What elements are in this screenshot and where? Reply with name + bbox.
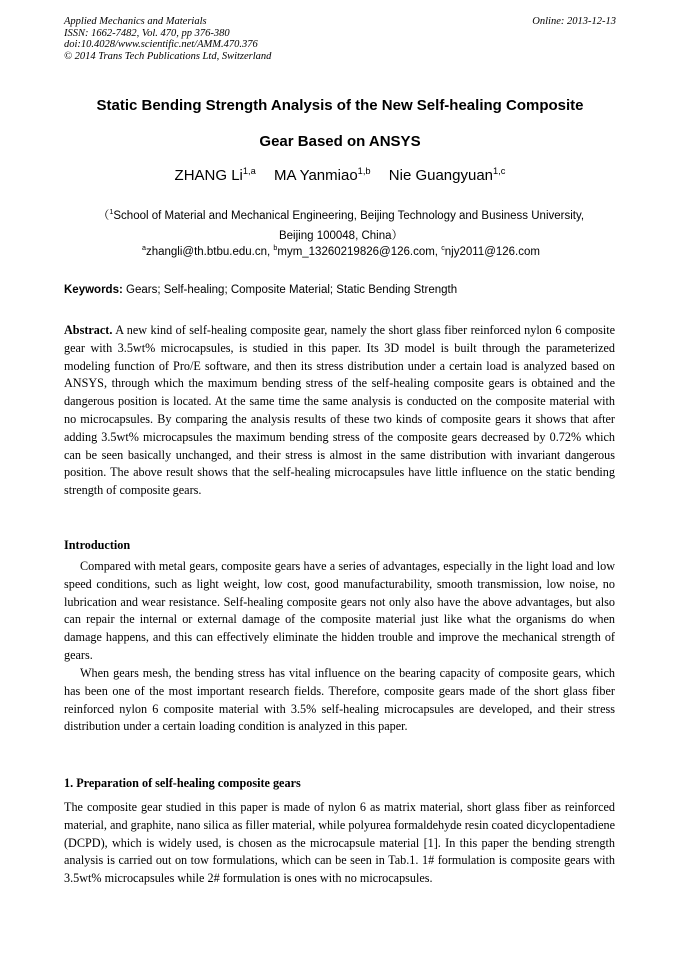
email-mark: b <box>273 244 278 252</box>
email-address[interactable]: njy2011@126.com <box>444 245 540 258</box>
issn-line: ISSN: 1662-7482, Vol. 470, pp 376-380 <box>64 27 230 39</box>
affiliation-bracket: （ <box>97 209 110 222</box>
keywords <box>64 284 618 296</box>
affiliation-line-1 <box>64 202 618 226</box>
author <box>274 167 371 184</box>
author-name: ZHANG Li <box>174 167 243 184</box>
email-address[interactable]: zhangli@th.btbu.edu.cn, <box>145 245 271 258</box>
title-line-2: Gear Based on ANSYS <box>259 133 421 150</box>
journal-name: Applied Mechanics and Materials <box>64 16 207 27</box>
copyright-line: © 2014 Trans Tech Publications Ltd, Switzerland <box>64 50 272 62</box>
section-1-heading: 1. Preparation of self-healing composite gears <box>64 776 301 790</box>
affiliation-mark: 1 <box>109 208 114 216</box>
affiliation <box>64 202 618 246</box>
abstract-label: Abstract. <box>64 323 113 337</box>
email-list <box>64 244 618 258</box>
keywords-label: Keywords: <box>64 284 123 296</box>
email-address[interactable]: mym_13260219826@126.com, <box>277 245 438 258</box>
journal-header <box>64 16 616 62</box>
author-affiliation-mark: 1,b <box>357 166 371 176</box>
introduction-heading: Introduction <box>64 538 131 552</box>
intro-paragraph-1: Compared with metal gears, composite gears have a series of advantages, especially in the light load and low speed conditions, such as light weight, low cost, good manufacturability, smooth transmission, low noise, no lubrication and wear resistance. Self-healing composite gears not only also have the above advantages, but also can repair the internal or external damage of the composite material just like what the organisms do when damage happens, and this can effectively eliminate the hidden trouble and improve the mechanical strength of gears. <box>64 559 615 662</box>
author-list <box>40 166 640 184</box>
online-date: Online: 2013-12-13 <box>532 16 616 27</box>
affiliation-text: School of Material and Mechanical Engineering, Beijing Technology and Business University, <box>113 209 585 222</box>
author <box>389 167 506 184</box>
abstract <box>64 322 615 500</box>
intro-paragraph-2: When gears mesh, the bending stress has vital influence on the bearing capacity of composite gears, which has been one of the most important research fields. Therefore, composite gears made of the short glass fiber reinforced nylon 6 composite material with 3.5% self-healing microcapsules are developed, and their stress distribution under a certain loading condition is analyzed in this paper. <box>64 666 615 734</box>
author-name: MA Yanmiao <box>274 167 358 184</box>
paper-title <box>40 88 640 160</box>
author-affiliation-mark: 1,a <box>242 166 256 176</box>
author-name: Nie Guangyuan <box>388 167 494 184</box>
section-1-paragraph: The composite gear studied in this paper is made of nylon 6 as matrix material, short glass fiber as reinforced material, and graphite, nano silica as filler material, while polyurea formaldehyde resin coated dicyclopentadiene (DCPD), which is widely used, is chosen as the microcapsule material [1]. In this paper the bending strength analysis is carried out on tow formulations, which can be seen in Tab.1. 1# formulation is composite gears with 3.5wt% microcapsules while 2# formulation is ones with no microcapsules. <box>64 800 615 886</box>
keywords-text: Gears; Self-healing; Composite Material; Static Bending Strength <box>126 284 458 296</box>
author <box>175 167 256 184</box>
affiliation-line-2: Beijing 100048, China） <box>278 229 404 242</box>
author-affiliation-mark: 1,c <box>493 166 506 176</box>
title-line-1: Static Bending Strength Analysis of the New Self-healing Composite <box>96 97 584 114</box>
email-mark: c <box>441 244 445 252</box>
abstract-text: A new kind of self-healing composite gear, namely the short glass fiber reinforced nylon 6 composite gear with 3.5wt% microcapsules, is studied in this paper. Its 3D model is built through the parameterized modeling function of Pro/E software, and then its stress distribution under a certain load is analyzed based on ANSYS, through which the maximum bending stress of the self-healing composite gears is obtained and the dangerous position is located. At the same time the same analysis is conducted on the composite material with no microcapsules. By comparing the analysis results of these two kinds of composite gears it shows that after adding 3.5wt% microcapsules the maximum bending stress of the composite gears decreased by 0.72% which can be seen basically unchanged, and their stress is almost in the same distribution with invariant dangerous position. The above result shows that the self-healing microcapsules have little influence on the static bending strength of composite gears. <box>64 323 616 498</box>
email-mark: a <box>142 244 146 252</box>
doi-line: doi:10.4028/www.scientific.net/AMM.470.376 <box>64 39 258 50</box>
